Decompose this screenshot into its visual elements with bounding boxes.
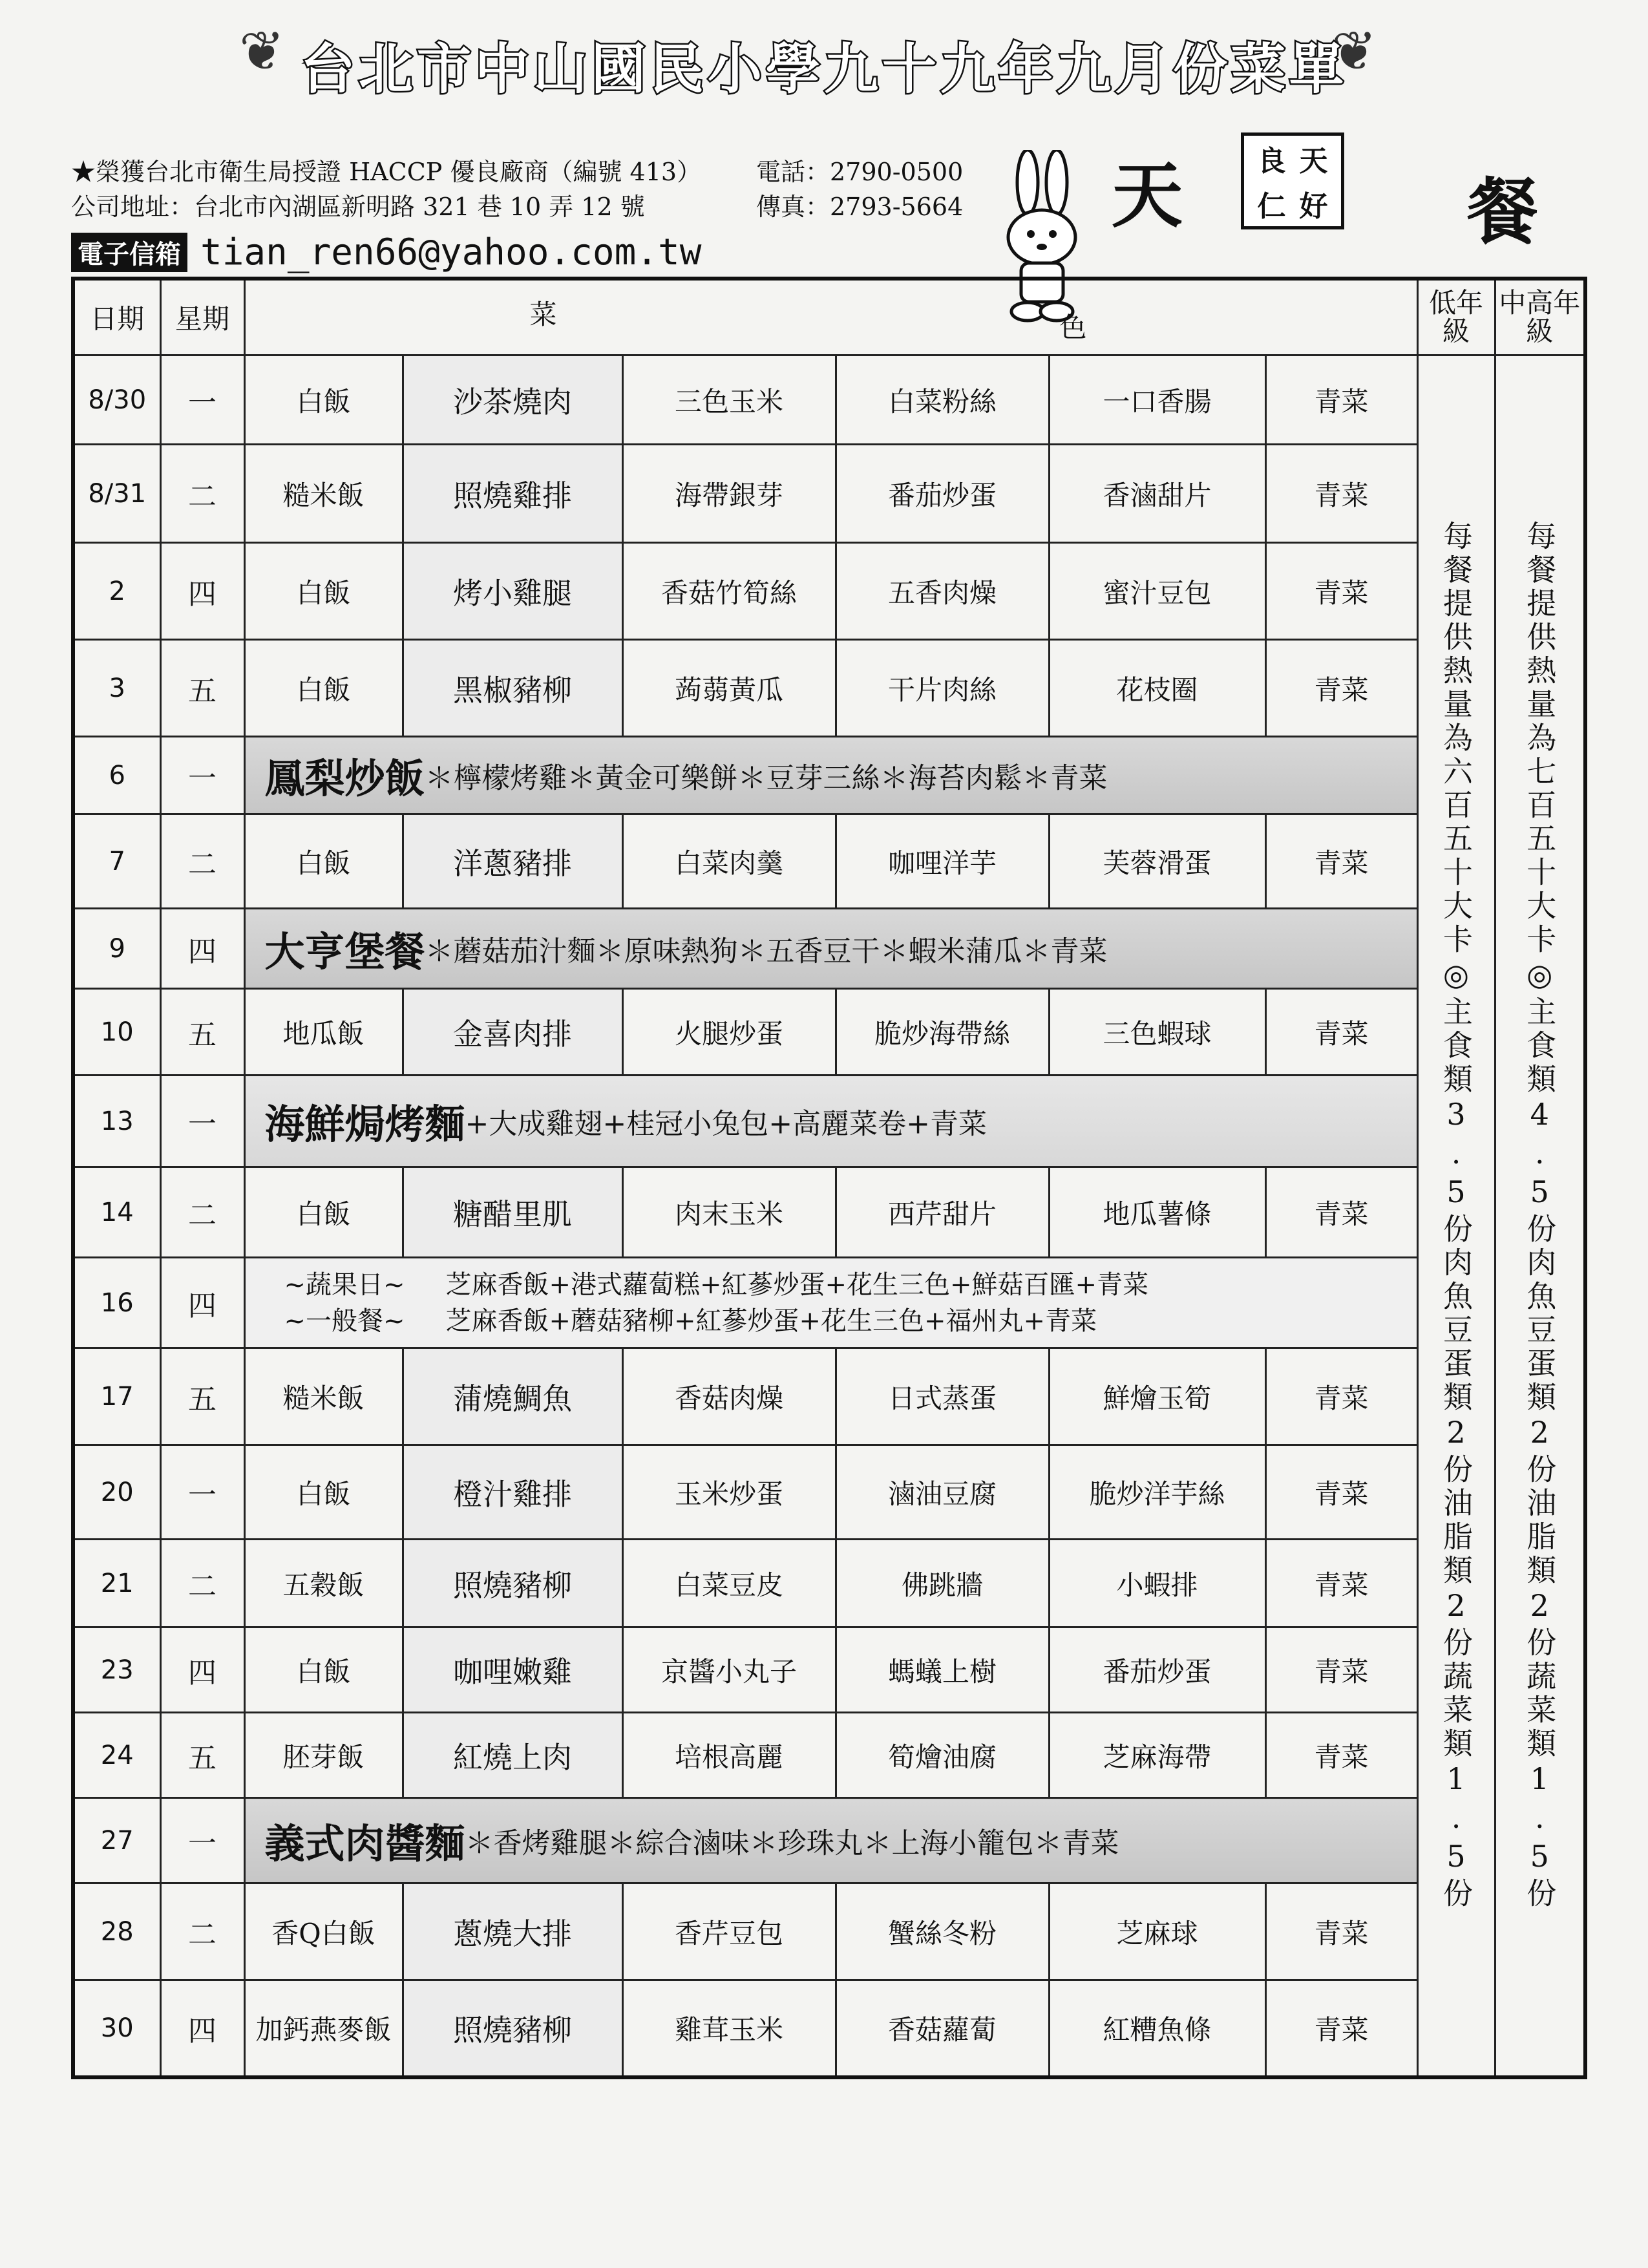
side-dish-cell: 五香肉燥 [836,543,1049,640]
menu-row [73,1348,1585,1445]
menu-row [73,640,1585,737]
vegetable-cell: 青菜 [1265,1167,1417,1258]
weekday-cell: 二 [160,1883,244,1980]
menu-row [73,1167,1585,1258]
low-grade-note-text: 每餐提供熱量為六百五十大卡◎主食類3.5份肉魚豆蛋類2份油脂類2份蔬菜類1.5份 [1439,520,1474,1911]
side-dish-cell: 香菇肉燥 [622,1348,836,1445]
weekday-cell: 四 [160,543,244,640]
staple-cell: 糙米飯 [244,445,403,543]
date-cell: 24 [73,1713,160,1798]
dual-meal-line [284,1303,1417,1339]
staple-cell: 白飯 [244,1167,403,1258]
side-dish-cell: 京醬小丸子 [622,1627,836,1713]
special-meal-cell [244,737,1417,814]
date-cell: 30 [73,1980,160,2077]
vegetable-cell: 青菜 [1265,355,1417,445]
logo-char: 仁 [1257,190,1286,223]
side-dish-cell: 培根高麗 [622,1713,836,1798]
dual-meal-text: 芝麻香飯+蘑菇豬柳+紅蔘炒蛋+花生三色+福州丸+青菜 [445,1306,1097,1336]
side-dish-cell: 脆炒海帶絲 [836,989,1049,1076]
side-dish-cell: 雞茸玉米 [622,1980,836,2077]
side-dish-cell: 三色蝦球 [1049,989,1265,1076]
side-dish-cell: 番茄炒蛋 [1049,1627,1265,1713]
mid-high-grade-nutrition-note [1495,355,1585,2077]
special-meal-cell [244,1798,1417,1883]
main-dish-cell: 糖醋里肌 [403,1167,622,1258]
header-weekday: 星期 [160,279,244,355]
date-cell: 21 [73,1540,160,1627]
email-address[interactable]: tian_ren66@yahoo.com.tw [200,231,702,273]
menu-row [73,1883,1585,1980]
side-dish-cell: 螞蟻上樹 [836,1627,1049,1713]
side-dish-cell: 白菜豆皮 [622,1540,836,1627]
menu-row [73,355,1585,445]
side-dish-cell: 香芹豆包 [622,1883,836,1980]
side-dish-cell: 玉米炒蛋 [622,1445,836,1540]
date-cell: 13 [73,1076,160,1167]
date-cell: 3 [73,640,160,737]
vegetable-cell: 青菜 [1265,543,1417,640]
staple-cell: 白飯 [244,1445,403,1540]
side-dish-cell: 芝麻海帶 [1049,1713,1265,1798]
header-dishes [244,279,1417,355]
menu-row [73,737,1585,814]
menu-row [73,1445,1585,1540]
special-meal-title: 鳳梨炒飯 [264,755,425,802]
vegetable-cell: 青菜 [1265,814,1417,909]
menu-row [73,1540,1585,1627]
menu-row [73,909,1585,989]
vegetable-cell: 青菜 [1265,989,1417,1076]
weekday-cell: 五 [160,640,244,737]
main-dish-cell: 金喜肉排 [403,989,622,1076]
staple-cell: 胚芽飯 [244,1713,403,1798]
menu-row [73,1627,1585,1713]
vegetable-cell: 青菜 [1265,445,1417,543]
side-dish-cell: 芙蓉滑蛋 [1049,814,1265,909]
vegetable-cell: 青菜 [1265,1627,1417,1713]
email-label: 電子信箱 [71,233,187,272]
menu-table [71,277,1587,2079]
low-grade-nutrition-note [1417,355,1495,2077]
staple-cell: 白飯 [244,543,403,640]
weekday-cell: 四 [160,1980,244,2077]
main-dish-cell: 紅燒上肉 [403,1713,622,1798]
vegetable-cell: 青菜 [1265,1980,1417,2077]
menu-row [73,814,1585,909]
vegetable-cell: 青菜 [1265,640,1417,737]
side-dish-cell: 一口香腸 [1049,355,1265,445]
staple-cell: 香Q白飯 [244,1883,403,1980]
date-cell: 23 [73,1627,160,1713]
dual-meal-label: ~一般餐~ [284,1306,405,1336]
logo-char: 天 [1299,145,1328,178]
brand-char-can: 餐 [1467,171,1538,253]
weekday-cell: 一 [160,355,244,445]
staple-cell: 五穀飯 [244,1540,403,1627]
side-dish-cell: 香菇蘿蔔 [836,1980,1049,2077]
weekday-cell: 二 [160,1167,244,1258]
weekday-cell: 一 [160,1798,244,1883]
side-dish-cell: 地瓜薯條 [1049,1167,1265,1258]
special-meal-cell [244,909,1417,989]
date-cell: 10 [73,989,160,1076]
company-phone: 電話：2790-0500 [756,158,964,186]
date-cell: 7 [73,814,160,909]
side-dish-cell: 干片肉絲 [836,640,1049,737]
weekday-cell: 四 [160,1627,244,1713]
special-meal-items: ＊蘑菇茄汁麵＊原味熱狗＊五香豆干＊蝦米蒲瓜＊青菜 [425,935,1108,968]
side-dish-cell: 蜜汁豆包 [1049,543,1265,640]
side-dish-cell: 小蝦排 [1049,1540,1265,1627]
main-dish-cell: 蒲燒鯛魚 [403,1348,622,1445]
mid-high-grade-note-text: 每餐提供熱量為七百五十大卡◎主食類4.5份肉魚豆蛋類2份油脂類2份蔬菜類1.5份 [1522,520,1558,1911]
special-meal-title: 海鮮焗烤麵 [264,1101,465,1148]
staple-cell: 加鈣燕麥飯 [244,1980,403,2077]
weekday-cell: 一 [160,1445,244,1540]
brand-logo [1241,132,1344,229]
date-cell: 9 [73,909,160,989]
header-mid-high-grade: 中高年級 [1495,279,1585,355]
weekday-cell: 二 [160,1540,244,1627]
cert-line: ★榮獲台北市衛生局授證 HACCP 優良廠商（編號 413） [71,158,702,186]
weekday-cell: 二 [160,814,244,909]
date-cell: 16 [73,1258,160,1348]
menu-row [73,543,1585,640]
date-cell: 28 [73,1883,160,1980]
header-low-grade: 低年級 [1417,279,1495,355]
vegetable-cell: 青菜 [1265,1540,1417,1627]
side-dish-cell: 香菇竹筍絲 [622,543,836,640]
weekday-cell: 五 [160,989,244,1076]
vegetable-cell: 青菜 [1265,1713,1417,1798]
side-dish-cell: 海帶銀芽 [622,445,836,543]
main-dish-cell: 黑椒豬柳 [403,640,622,737]
special-meal-items: +大成雞翅+桂冠小兔包+高麗菜卷+青菜 [465,1107,987,1141]
date-cell: 8/30 [73,355,160,445]
side-dish-cell: 紅糟魚條 [1049,1980,1265,2077]
leaf-ornament-left: ❦ [239,19,285,83]
side-dish-cell: 花枝圈 [1049,640,1265,737]
weekday-cell: 一 [160,1076,244,1167]
side-dish-cell: 日式蒸蛋 [836,1348,1049,1445]
side-dish-cell: 蟹絲冬粉 [836,1883,1049,1980]
weekday-cell: 二 [160,445,244,543]
date-cell: 6 [73,737,160,814]
staple-cell: 白飯 [244,1627,403,1713]
special-meal-items: ＊檸檬烤雞＊黃金可樂餅＊豆芽三絲＊海苔肉鬆＊青菜 [425,761,1108,795]
side-dish-cell: 芝麻球 [1049,1883,1265,1980]
menu-row [73,1076,1585,1167]
side-dish-cell: 佛跳牆 [836,1540,1049,1627]
vegetable-cell: 青菜 [1265,1445,1417,1540]
weekday-cell: 一 [160,737,244,814]
staple-cell: 白飯 [244,355,403,445]
special-meal-title: 大亨堡餐 [264,928,425,975]
logo-char: 好 [1299,190,1328,223]
side-dish-cell: 三色玉米 [622,355,836,445]
main-dish-cell: 咖哩嫩雞 [403,1627,622,1713]
header-dish-part2: 色 [1059,312,1087,343]
date-cell: 2 [73,543,160,640]
side-dish-cell: 咖哩洋芋 [836,814,1049,909]
company-address: 公司地址：台北市內湖區新明路 321 巷 10 弄 12 號 [71,193,645,221]
weekday-cell: 五 [160,1348,244,1445]
vegetable-cell: 青菜 [1265,1883,1417,1980]
page-title: 台北市中山國民小學九十九年九月份菜單 [300,37,1347,101]
brand-char-tian: 天 [1112,154,1183,237]
logo-char: 良 [1257,145,1286,178]
side-dish-cell: 滷油豆腐 [836,1445,1049,1540]
main-dish-cell: 蔥燒大排 [403,1883,622,1980]
special-meal-items: ＊香烤雞腿＊綜合滷味＊珍珠丸＊上海小籠包＊青菜 [465,1827,1119,1860]
side-dish-cell: 白菜粉絲 [836,355,1049,445]
main-dish-cell: 洋蔥豬排 [403,814,622,909]
special-meal-cell [244,1076,1417,1167]
menu-row [73,1258,1585,1348]
side-dish-cell: 肉末玉米 [622,1167,836,1258]
date-cell: 17 [73,1348,160,1445]
dual-meal-label: ~蔬果日~ [284,1269,405,1300]
main-dish-cell: 橙汁雞排 [403,1445,622,1540]
main-dish-cell: 照燒雞排 [403,445,622,543]
header-date: 日期 [73,279,160,355]
side-dish-cell: 蒟蒻黃瓜 [622,640,836,737]
dual-meal-cell [244,1258,1417,1348]
menu-row [73,1713,1585,1798]
menu-row [73,1980,1585,2077]
side-dish-cell: 番茄炒蛋 [836,445,1049,543]
date-cell: 14 [73,1167,160,1258]
side-dish-cell: 脆炒洋芋絲 [1049,1445,1265,1540]
staple-cell: 白飯 [244,640,403,737]
staple-cell: 地瓜飯 [244,989,403,1076]
staple-cell: 糙米飯 [244,1348,403,1445]
menu-row [73,1798,1585,1883]
menu-row [73,989,1585,1076]
company-fax: 傳真：2793-5664 [756,193,964,221]
staple-cell: 白飯 [244,814,403,909]
dual-meal-line [284,1267,1417,1303]
weekday-cell: 四 [160,909,244,989]
side-dish-cell: 西芹甜片 [836,1167,1049,1258]
date-cell: 20 [73,1445,160,1540]
special-meal-title: 義式肉醬麵 [264,1820,465,1867]
side-dish-cell: 火腿炒蛋 [622,989,836,1076]
main-dish-cell: 照燒豬柳 [403,1540,622,1627]
side-dish-cell: 白菜肉羹 [622,814,836,909]
date-cell: 27 [73,1798,160,1883]
side-dish-cell: 鮮燴玉筍 [1049,1348,1265,1445]
date-cell: 8/31 [73,445,160,543]
vegetable-cell: 青菜 [1265,1348,1417,1445]
weekday-cell: 四 [160,1258,244,1348]
main-dish-cell: 照燒豬柳 [403,1980,622,2077]
side-dish-cell: 香滷甜片 [1049,445,1265,543]
weekday-cell: 五 [160,1713,244,1798]
header-dish-part1: 菜 [529,299,557,330]
main-dish-cell: 沙茶燒肉 [403,355,622,445]
side-dish-cell: 筍燴油腐 [836,1713,1049,1798]
menu-row [73,445,1585,543]
main-dish-cell: 烤小雞腿 [403,543,622,640]
dual-meal-text: 芝麻香飯+港式蘿蔔糕+紅蔘炒蛋+花生三色+鮮菇百匯+青菜 [445,1269,1149,1300]
leaf-ornament-right: ❦ [1331,19,1377,83]
